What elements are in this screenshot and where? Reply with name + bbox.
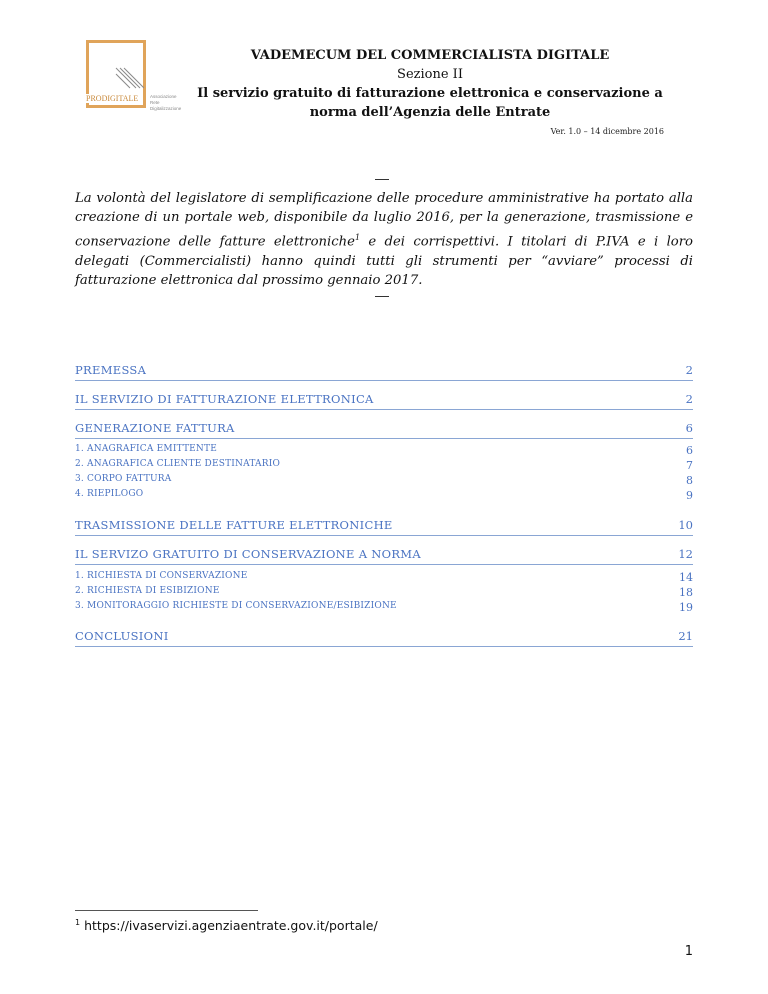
toc-page: 7 <box>686 459 693 472</box>
toc-label: CONCLUSIONI <box>75 629 169 643</box>
toc-page: 14 <box>679 571 693 584</box>
toc-label: 4. RIEPILOGO <box>75 489 144 499</box>
toc-page: 12 <box>678 547 693 561</box>
footnote-url[interactable]: https://ivaservizi.agenziaentrate.gov.it/portale/ <box>84 918 378 934</box>
toc-page: 21 <box>678 629 693 643</box>
toc-subentry-monitoraggio[interactable] <box>75 601 693 615</box>
toc-page: 6 <box>685 421 693 435</box>
prodigitale-logo <box>86 40 182 120</box>
toc-label: PREMESSA <box>75 363 147 377</box>
footnote-number: 1 <box>75 918 81 927</box>
toc-subentry-corpo-fattura[interactable] <box>75 474 693 488</box>
toc-page: 10 <box>678 518 693 532</box>
toc-label: 1. ANAGRAFICA EMITTENTE <box>75 444 217 454</box>
document-title: VADEMECUM DEL COMMERCIALISTA DIGITALE <box>250 48 610 63</box>
toc-label: 2. RICHIESTA DI ESIBIZIONE <box>75 586 220 596</box>
toc-label: 3. MONITORAGGIO RICHIESTE DI CONSERVAZIONE/ESIBIZIONE <box>75 601 397 611</box>
toc-subentry-anagrafica-cliente[interactable] <box>75 459 693 473</box>
toc-subentry-richiesta-esibizione[interactable] <box>75 586 693 600</box>
toc-label: IL SERVIZO GRATUITO DI CONSERVAZIONE A NORMA <box>75 547 421 561</box>
divider-top <box>375 179 389 180</box>
toc-entry-generazione-fattura[interactable] <box>75 421 693 439</box>
section-label: Sezione II <box>397 67 463 82</box>
toc-entry-conservazione[interactable] <box>75 547 693 565</box>
toc-page: 9 <box>686 489 693 502</box>
logo-tagline: Associazione Rete Digitalizzazione <box>150 94 182 111</box>
toc-entry-premessa[interactable] <box>75 363 693 381</box>
toc-subentry-anagrafica-emittente[interactable] <box>75 444 693 458</box>
document-header <box>180 46 680 122</box>
divider-bottom <box>375 296 389 297</box>
abstract-paragraph <box>75 189 693 290</box>
footnote-separator <box>75 910 258 911</box>
abstract-text-2: e dei corrispettivi. I titolari di P.IVA e i loro delegati (Commercialisti) hanno quindi tutti gli strumenti per “avviare” processi di fatturazione elettronica dal prossimo gennaio 2017. <box>75 234 693 289</box>
toc-page: 19 <box>679 601 693 614</box>
toc-page: 2 <box>685 363 693 377</box>
page-number: 1 <box>684 944 693 959</box>
subtitle-line-1: Il servizio gratuito di fatturazione elettronica e conservazione a <box>197 86 663 101</box>
toc-label: 1. RICHIESTA DI CONSERVAZIONE <box>75 571 248 581</box>
toc-entry-conclusioni[interactable] <box>75 629 693 647</box>
toc-label: GENERAZIONE FATTURA <box>75 421 235 435</box>
logo-stripes-icon <box>114 62 144 92</box>
toc-entry-servizio-fatturazione[interactable] <box>75 392 693 410</box>
toc-entry-trasmissione[interactable] <box>75 518 693 536</box>
toc-subentry-riepilogo[interactable] <box>75 489 693 503</box>
abstract-text-1: La volontà del legislatore di semplificazione delle procedure amministrative ha portato alla creazione di un portale web, disponibile da luglio 2016, per la generazione, trasmissione e conservazione delle fatture elettroniche <box>75 191 693 250</box>
toc-page: 2 <box>685 392 693 406</box>
toc-label: 2. ANAGRAFICA CLIENTE DESTINATARIO <box>75 459 281 469</box>
toc-page: 6 <box>686 444 693 457</box>
toc-subentry-richiesta-conservazione[interactable] <box>75 571 693 585</box>
logo-brand: PRODIGITALE <box>86 94 139 103</box>
version-label: Ver. 1.0 – 14 dicembre 2016 <box>550 127 664 136</box>
footnote-reference[interactable]: 1 <box>354 232 361 242</box>
footnote <box>75 918 378 933</box>
toc-label: IL SERVIZIO DI FATTURAZIONE ELETTRONICA <box>75 392 374 406</box>
toc-page: 8 <box>686 474 693 487</box>
toc-label: 3. CORPO FATTURA <box>75 474 172 484</box>
toc-label: TRASMISSIONE DELLE FATTURE ELETTRONICHE <box>75 518 393 532</box>
toc-page: 18 <box>679 586 693 599</box>
subtitle-line-2: norma dell’Agenzia delle Entrate <box>309 105 551 120</box>
